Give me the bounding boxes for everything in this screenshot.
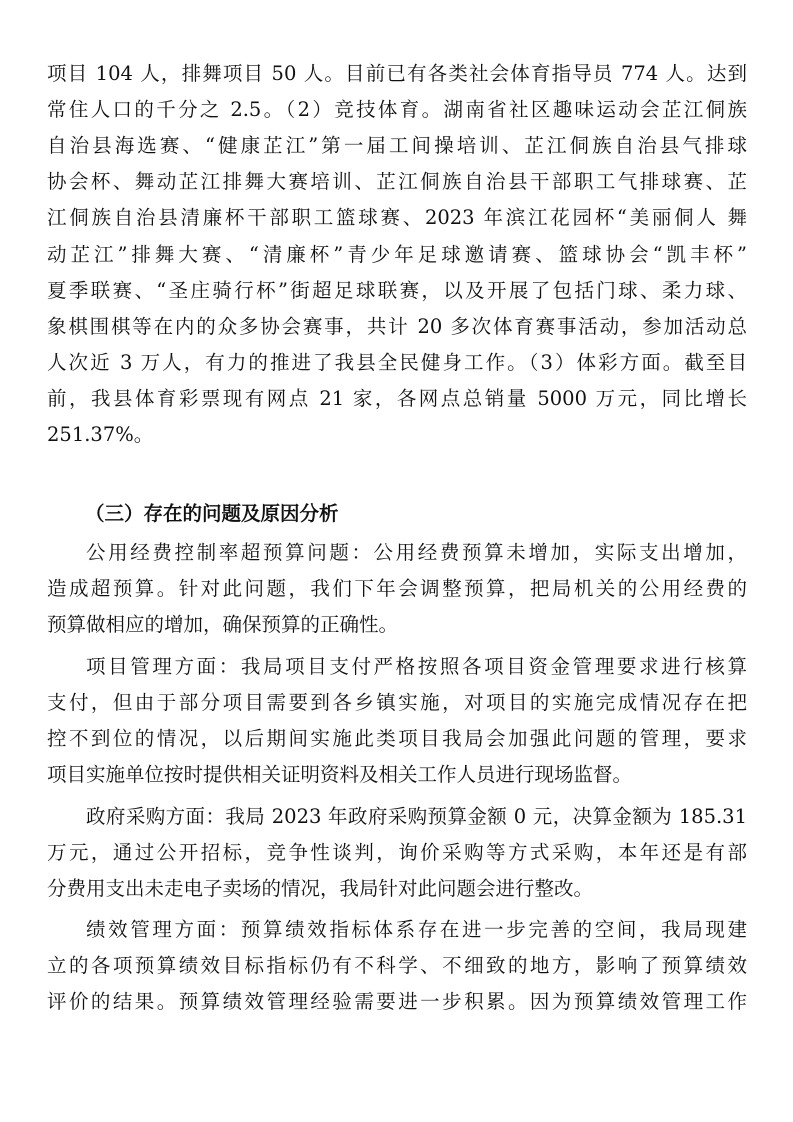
paragraph-line: 项目实施单位按时提供相关证明资料及相关工作人员进行现场监督。 xyxy=(47,763,633,786)
paragraph-line: 自治县海选赛、“健康芷江”第一届工间操培训、芷江侗族自治县气排球 xyxy=(47,134,747,157)
paragraph-line: 评价的结果。预算绩效管理经验需要进一步积累。因为预算绩效管理工作 xyxy=(47,990,747,1013)
paragraph-line: 人次近 3 万人，有力的推进了我县全民健身工作。（3）体彩方面。截至目 xyxy=(47,351,747,374)
paragraph-line: 公用经费控制率超预算问题：公用经费预算未增加，实际支出增加， xyxy=(86,541,747,564)
paragraph-line: 江侗族自治县清廉杯干部职工篮球赛、2023 年滨江花园杯“美丽侗人 舞 xyxy=(47,206,747,229)
paragraph-line: 造成超预算。针对此问题，我们下年会调整预算，把局机关的公用经费的 xyxy=(47,577,747,600)
paragraph-line: 象棋围棋等在内的众多协会赛事，共计 20 多次体育赛事活动，参加活动总 xyxy=(47,315,747,338)
paragraph-line: 控不到位的情况，以后期间实施此类项目我局会加强此问题的管理，要求 xyxy=(47,727,747,750)
paragraph-line: 立的各项预算绩效目标指标仍有不科学、不细致的地方，影响了预算绩效 xyxy=(47,954,747,977)
paragraph-line: 动芷江”排舞大赛、“清廉杯”青少年足球邀请赛、篮球协会“凯丰杯” xyxy=(47,243,747,266)
paragraph-line: 项目管理方面：我局项目支付严格按照各项目资金管理要求进行核算 xyxy=(86,655,747,678)
paragraph-line: 251.37%。 xyxy=(47,423,154,446)
paragraph-line: 支付，但由于部分项目需要到各乡镇实施，对项目的实施完成情况存在把 xyxy=(47,691,747,714)
paragraph-line: 前，我县体育彩票现有网点 21 家，各网点总销量 5000 万元，同比增长 xyxy=(47,387,747,410)
section-heading: （三）存在的问题及原因分析 xyxy=(85,502,339,525)
paragraph-line: 协会杯、舞动芷江排舞大赛培训、芷江侗族自治县干部职工气排球赛、芷 xyxy=(47,170,747,193)
paragraph-line: 万元，通过公开招标，竞争性谈判，询价采购等方式采购，本年还是有部 xyxy=(47,841,747,864)
paragraph-line: 项目 104 人，排舞项目 50 人。目前已有各类社会体育指导员 774 人。达到 xyxy=(47,62,747,85)
paragraph-line: 常住人口的千分之 2.5。（2）竞技体育。湖南省社区趣味运动会芷江侗族 xyxy=(47,98,747,121)
paragraph-line: 预算做相应的增加，确保预算的正确性。 xyxy=(47,613,399,636)
paragraph-line: 政府采购方面：我局 2023 年政府采购预算金额 0 元，决算金额为 185.31 xyxy=(86,805,747,828)
paragraph-line: 夏季联赛、“圣庄骑行杯”街超足球联赛，以及开展了包括门球、柔力球、 xyxy=(47,279,747,302)
paragraph-line: 分费用支出未走电子卖场的情况，我局针对此问题会进行整改。 xyxy=(47,877,594,900)
paragraph-line: 绩效管理方面：预算绩效指标体系存在进一步完善的空间，我局现建 xyxy=(86,918,747,941)
